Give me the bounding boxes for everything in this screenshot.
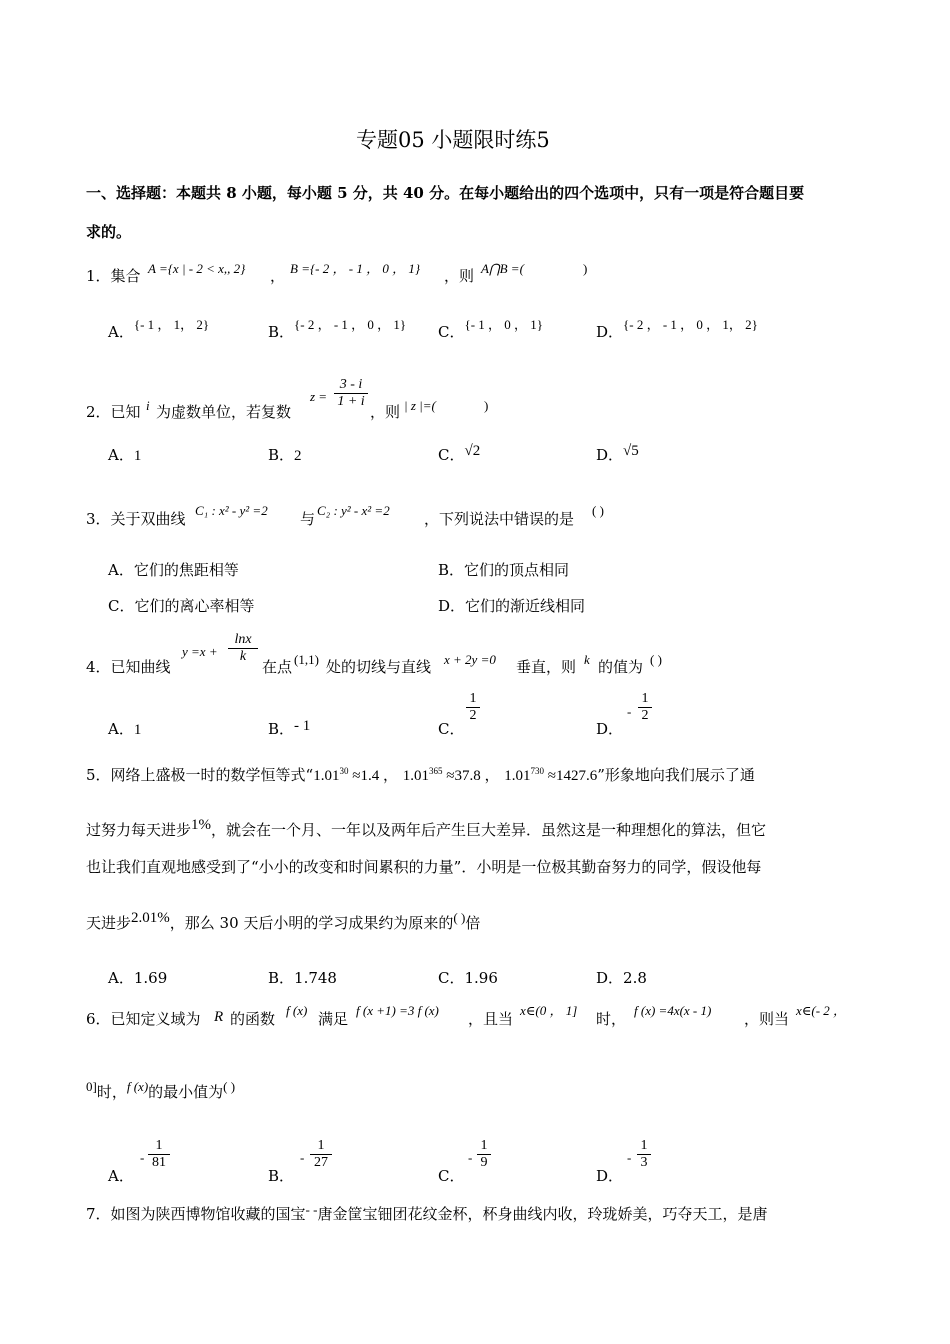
q2-abs: | z |=( (404, 398, 436, 413)
q5-line3: 也让我们直观地感受到了“小小的改变和时间累积的力量”．小明是一位极其勤奋努力的同学，假设他每 (86, 858, 762, 876)
q6-option-a[interactable]: A． (108, 1167, 134, 1185)
q1-option-b[interactable]: B．{- 2 ， - 1 ， 0 ， 1} (268, 317, 407, 341)
q6-option-a-sign: - (140, 1150, 145, 1165)
q6-option-d-sign: - (627, 1150, 632, 1165)
q4-fraction: $\frac{\ln x}{k}$ (228, 632, 258, 665)
q2-i: i (146, 398, 150, 413)
q6-time: 时， (596, 1010, 627, 1028)
q6-R: R (214, 1009, 224, 1025)
q2-option-d[interactable]: D．√5 (596, 443, 639, 464)
q1-set-a: A ={x | - 2 < x,, 2} (148, 261, 246, 276)
q1-option-c[interactable]: C．{- 1 ， 0 ， 1} (438, 317, 544, 341)
q6-eq: f (x +1) =3 f (x) (356, 1003, 439, 1018)
q4-point: (1,1) (294, 652, 319, 667)
q6-sat: 满足 (318, 1010, 349, 1028)
q5-option-d[interactable]: D．2.8 (596, 969, 647, 987)
q3-c2: C₂ : y² - x² =2 (317, 503, 390, 518)
q6-option-b[interactable]: B． (268, 1167, 295, 1185)
q6-fx: f (x) (286, 1003, 308, 1018)
q4-option-a[interactable]: A．1 (108, 720, 142, 738)
q2-mid: 为虚数单位，若复数 (156, 403, 292, 421)
q4-at: 在点 (262, 658, 293, 676)
q4-y: y =x + (182, 644, 218, 659)
q4-option-b[interactable]: B．- 1 (268, 718, 311, 738)
q4-perp: 垂直，则 (516, 658, 577, 676)
q5-option-c[interactable]: C．1.96 (438, 969, 498, 987)
q1-close: ) (583, 261, 588, 276)
q3-c1: C₁ : x² - y² =2 (195, 503, 268, 518)
q6-option-b-sign: - (300, 1150, 305, 1165)
q2-then: ，则 (370, 403, 401, 421)
q6-option-c-fraction: $\frac{1}{9}$ (477, 1138, 491, 1171)
q4-mid: 处的切线与直线 (326, 658, 432, 676)
q4-line: x + 2y =0 (444, 652, 496, 667)
q6-prefix: 6．已知定义域为 (86, 1010, 201, 1028)
q4-prefix: 4．已知曲线 (86, 658, 171, 676)
q4-paren: ( ) (650, 652, 662, 667)
q6-dom: x∈(0 ， 1] (520, 1003, 578, 1018)
q6-dom2: x∈(- 2 ， (796, 1003, 847, 1018)
q5-option-a[interactable]: A．1.69 (108, 969, 168, 987)
q6-then: ，则当 (744, 1010, 790, 1028)
q6-fn: 的函数 (230, 1010, 276, 1028)
q3-paren: ( ) (592, 503, 604, 518)
q4-option-c-fraction: $\frac{1}{2}$ (466, 691, 480, 724)
q4-option-d[interactable]: D． (596, 720, 624, 738)
q3-option-b[interactable]: B．它们的顶点相同 (438, 561, 570, 579)
q2-option-c[interactable]: C．√2 (438, 443, 481, 464)
q6-option-c[interactable]: C． (438, 1167, 465, 1185)
q6-option-d[interactable]: D． (596, 1167, 624, 1185)
q5-option-b[interactable]: B．1.748 (268, 969, 337, 987)
q6-option-a-fraction: $\frac{1}{81}$ (148, 1138, 170, 1171)
q7-line1: 7．如图为陕西博物馆收藏的国宝- -唐金筐宝钿团花纹金杯，杯身曲线内收，玲珑娇美，巧夺天工，是唐 (86, 1202, 768, 1223)
q6-line2: 0]时，f (x)的最小值为( ) (86, 1079, 236, 1101)
page-title: 专题05 小题限时练5 (356, 128, 550, 152)
q4-k: k (584, 652, 590, 667)
q1-option-d[interactable]: D．{- 2 ， - 1 ， 0 ， 1， 2} (596, 317, 758, 341)
section-heading: 一、选择题：本题共 8 小题，每小题 5 分，共 40 分。在每小题给出的四个选项中，只有一项是符合题目要 (86, 184, 805, 202)
q1-number: 1．集合 (86, 267, 141, 285)
q3-option-d[interactable]: D．它们的渐近线相同 (438, 597, 586, 615)
q4-option-d-fraction: $\frac{1}{2}$ (638, 691, 652, 724)
q4-option-c[interactable]: C． (438, 720, 465, 738)
q2-z: z = (310, 389, 328, 404)
q4-post: 的值为 (598, 658, 644, 676)
q2-fraction: $\frac{3 - i}{1 + i}$ (334, 377, 368, 410)
q3-option-c[interactable]: C．它们的离心率相等 (108, 597, 255, 615)
q3-option-a[interactable]: A．它们的焦距相等 (108, 561, 239, 579)
q4-option-d-sign: - (627, 704, 632, 719)
q2-prefix: 2．已知 (86, 403, 141, 421)
q3-and: 与 (300, 510, 316, 528)
q3-prefix: 3．关于双曲线 (86, 510, 186, 528)
q5-line1: 5．网络上盛极一时的数学恒等式“$1.01^{30} \approx 1.4$ ， $1.01^{365} \approx 37.8$ ， $1.01^{730} \approx 1427.6$”形象地向我们展示了通 (86, 766, 755, 784)
q5-line2: 过努力每天进步1%，就会在一个月、一年以及两年后产生巨大差异．虽然这是一种理想化的算法，但它 (86, 817, 767, 839)
q1-set-b: B ={- 2 ， - 1 ， 0 ， 1} (290, 261, 421, 276)
q2-option-a[interactable]: A．1 (108, 446, 142, 464)
q6-option-b-fraction: $\frac{1}{27}$ (310, 1138, 332, 1171)
q6-option-c-sign: - (468, 1150, 473, 1165)
q2-close: ) (484, 398, 489, 413)
q3-post: ，下列说法中错误的是 (424, 510, 575, 528)
q1-comma: ， (270, 267, 286, 285)
q2-option-b[interactable]: B．2 (268, 446, 302, 464)
q1-option-a[interactable]: A．{- 1 ， 1， 2} (108, 317, 210, 341)
section-heading-cont: 求的。 (86, 223, 132, 241)
q6-option-d-fraction: $\frac{1}{3}$ (637, 1138, 651, 1171)
q5-line4: 天进步2.01%，那么 30 天后小明的学习成果约为原来的( )倍 (86, 910, 481, 932)
q1-then: ，则 (444, 267, 475, 285)
q6-when: ，且当 (468, 1010, 514, 1028)
q6-def: f (x) =4x(x - 1) (634, 1003, 712, 1018)
q1-expr: A⋂B =( (481, 261, 524, 276)
